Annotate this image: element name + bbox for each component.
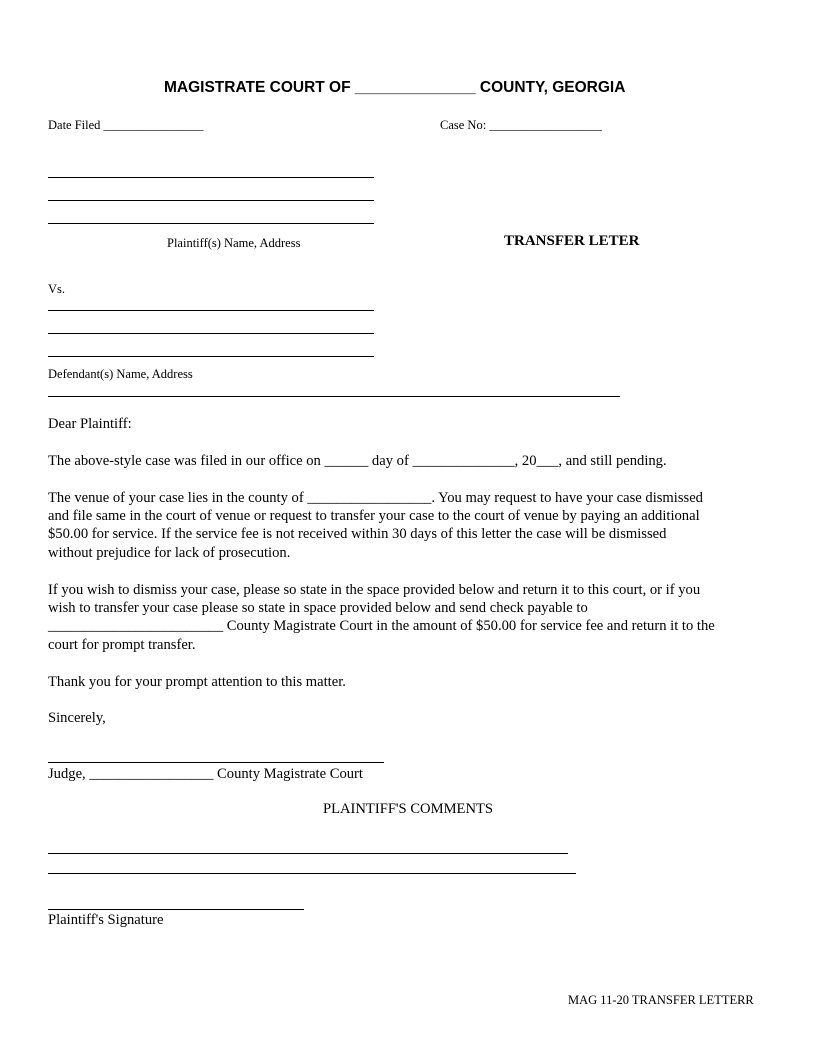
case-no-row [440,118,602,133]
plaintiff-line-1[interactable] [48,177,374,178]
venue-line: without prejudice for lack of prosecution. [48,544,291,561]
defendant-line-1[interactable] [48,310,374,311]
plaintiff-signature-line[interactable] [48,909,304,910]
venue-line: $50.00 for service. If the service fee is not received within 30 days of this letter the case will be dismissed [48,526,667,543]
vs-label: Vs. [48,282,66,296]
court-header-right: COUNTY, GEORGIA [479,79,626,96]
form-number: MAG 11-20 TRANSFER LETTERR [568,993,754,1007]
dismiss-line: ________________________ County Magistrate Court in the amount of $50.00 for service fee and return it to the [48,618,715,635]
date-filed-blank[interactable]: ________________ [103,118,204,132]
plaintiff-line-3[interactable] [48,223,374,224]
comment-line-2[interactable] [48,873,576,874]
date-filed-row [48,118,204,133]
case-no-label: Case No: [440,118,487,132]
date-filed-label: Date Filed [48,118,101,132]
judge-label: Judge, _________________ County Magistrate Court [48,766,363,782]
salutation: Dear Plaintiff: [48,416,132,432]
court-header-left: MAGISTRATE COURT OF [164,79,351,96]
paragraph-venue [48,489,768,562]
paragraph-dismiss-transfer [48,581,768,654]
plaintiff-line-2[interactable] [48,200,374,201]
defendant-line-2[interactable] [48,333,374,334]
comment-line-1[interactable] [48,853,568,854]
defendant-line-3[interactable] [48,356,374,357]
judge-signature-line[interactable] [48,762,384,763]
defendant-caption: Defendant(s) Name, Address [48,367,193,381]
case-no-blank[interactable]: __________________ [489,118,602,132]
caption-separator [48,396,620,397]
thanks-line: Thank you for your prompt attention to this matter. [48,674,346,690]
court-header [164,79,625,97]
dismiss-line: wish to transfer your case please so state in space provided below and send check payable to [48,600,588,617]
comments-heading: PLAINTIFF'S COMMENTS [322,801,494,817]
document-title: TRANSFER LETER [504,233,640,249]
county-blank[interactable]: ______________ [354,79,476,96]
paragraph-filed: The above-style case was filed in our office on ______ day of ______________, 20___, and still pending. [48,453,667,469]
dismiss-line: If you wish to dismiss your case, please so state in the space provided below and return it to this court, or if you [48,582,701,598]
dismiss-line: court for prompt transfer. [48,636,196,653]
venue-line: The venue of your case lies in the county of _________________. You may request to have your case dismissed [48,490,703,506]
signature-label: Plaintiff's Signature [48,912,164,928]
closing: Sincerely, [48,710,106,726]
venue-line: and file same in the court of venue or request to transfer your case to the court of venue by paying an additional [48,508,700,525]
plaintiff-caption: Plaintiff(s) Name, Address [167,236,301,250]
